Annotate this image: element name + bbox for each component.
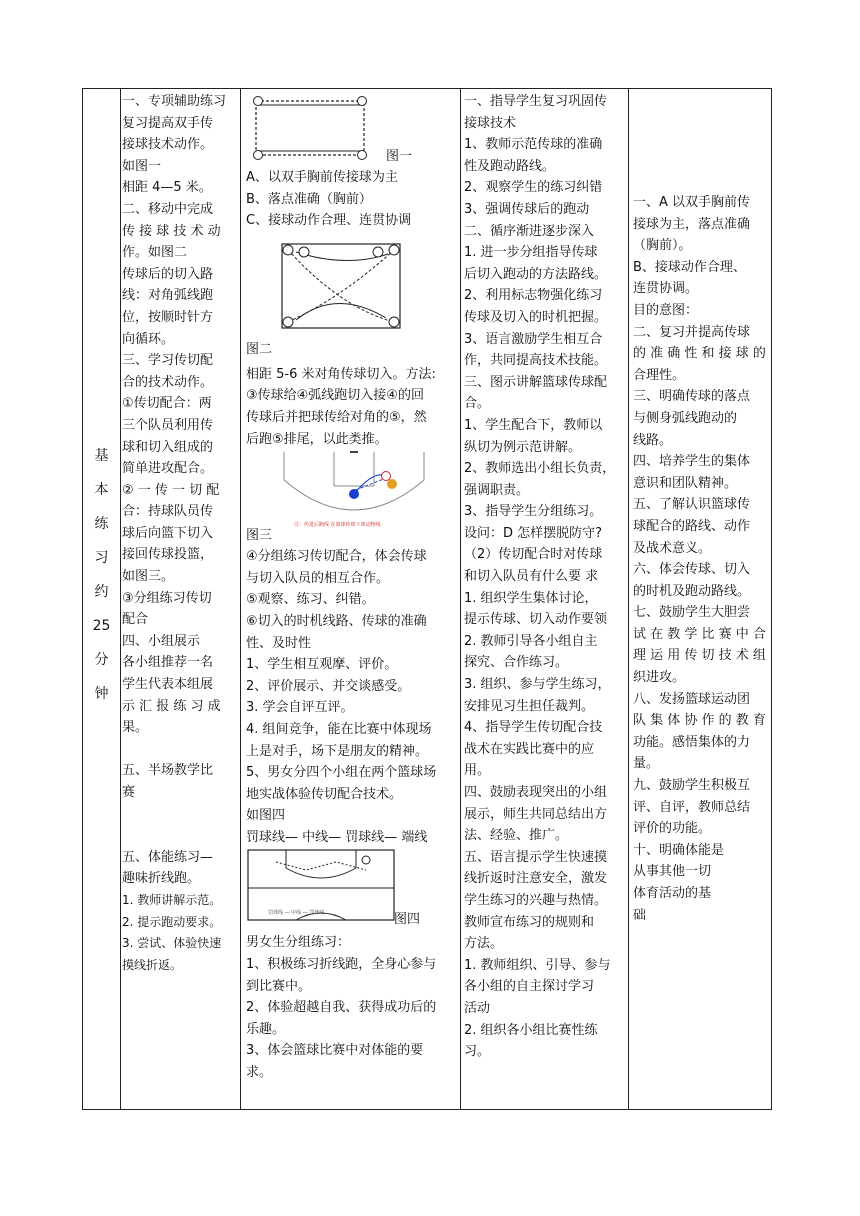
content-line: 简单进攻配合。 bbox=[122, 461, 214, 477]
activity-line: 2、评价展示、并交谈感受。 bbox=[246, 678, 411, 694]
content-line: 作。如图二 bbox=[122, 245, 188, 261]
content-line: 五、半场教学比 bbox=[122, 763, 214, 779]
objective-line: 的时机及跑动路线。 bbox=[633, 583, 751, 599]
guidance-line: 2、教师选出小组长负责， bbox=[464, 461, 616, 477]
objective-line: 八、发扬篮球运动团 bbox=[633, 691, 751, 707]
guidance-line: 四、鼓励表现突出的小组 bbox=[464, 785, 608, 800]
figure-1-block bbox=[246, 91, 460, 167]
activity-line: C、接球动作合理、连贯协调 bbox=[246, 213, 412, 229]
guidance-line: 和切入队员有什么要 求 bbox=[464, 569, 599, 585]
guidance-line: 提示传球、切入动作要领 bbox=[464, 612, 608, 628]
objective-line: 七、鼓励学生大胆尝 bbox=[633, 605, 751, 621]
activity-line: 1、积极练习折线跑，全身心参与 bbox=[246, 957, 437, 973]
objective-line: 一、A 以双手胸前传 bbox=[633, 195, 751, 210]
content-line: 如图三。 bbox=[122, 569, 175, 585]
objective-line: 四、培养学生的集体 bbox=[633, 454, 751, 470]
content-line: 传 接 球 技 术 动 bbox=[122, 223, 221, 239]
content-line: 线：对角弧线跑 bbox=[122, 288, 214, 304]
guidance-line: 安排见习生担任裁判。 bbox=[464, 698, 595, 714]
content-line: 配合 bbox=[122, 612, 149, 628]
objective-line: 及战术意义。 bbox=[633, 540, 712, 556]
guidance-line: 3、语言激励学生相互合 bbox=[464, 331, 603, 347]
guidance-line: 一、指导学生复习巩固传 bbox=[464, 94, 608, 109]
objective-line: 织进攻。 bbox=[633, 670, 686, 686]
content-line: 3. 尝试、体验快速 bbox=[122, 936, 222, 951]
figure-3-block bbox=[246, 450, 460, 546]
guidance-line: （2）传切配合时对传球 bbox=[464, 547, 603, 563]
activity-line: 3、体会篮球比赛中对体能的要 bbox=[246, 1043, 424, 1059]
guidance-line: 2. 教师引导各小组自主 bbox=[464, 633, 598, 649]
activity-line: 4. 组间竞争，能在比赛中体现场 bbox=[246, 721, 432, 737]
activity-line: ⑥切入的时机线路、传球的准确 bbox=[246, 613, 427, 629]
activity-line: 后跑⑤排尾，以此类推。 bbox=[246, 431, 388, 447]
section-label-char: 25 bbox=[92, 618, 111, 634]
guidance-line: 学生练习的兴趣与热情。 bbox=[464, 892, 608, 908]
student-activity-column bbox=[240, 89, 460, 1084]
teaching-content-column bbox=[120, 89, 240, 976]
activity-line: 上是对手，场下是朋友的精神。 bbox=[246, 743, 429, 759]
figure-2-block bbox=[246, 238, 460, 364]
content-line: 赛 bbox=[122, 785, 136, 800]
activity-line: 乐趣。 bbox=[246, 1021, 286, 1037]
passing-square-diagram bbox=[246, 91, 376, 163]
activity-line: 性、及时性 bbox=[246, 635, 312, 651]
activity-line: 如图四 bbox=[246, 808, 286, 824]
guidance-line: 1. 教师组织、引导、参与 bbox=[464, 957, 611, 973]
svg-text:罚球线 — 中线 — 罚球线: 罚球线 — 中线 — 罚球线 bbox=[268, 910, 325, 917]
guidance-line: 三、图示讲解篮球传球配 bbox=[464, 374, 608, 390]
objective-line: （胸前）。 bbox=[633, 238, 692, 254]
guidance-line: 接球技术 bbox=[464, 115, 517, 131]
activity-line: 罚球线— 中线— 罚球线— 端线 bbox=[246, 829, 428, 845]
objective-line: 体育活动的基 bbox=[633, 886, 712, 901]
content-line: 三、学习传切配 bbox=[122, 353, 214, 369]
objective-line: 三、明确传球的落点 bbox=[633, 389, 751, 405]
lesson-table bbox=[82, 88, 772, 1110]
content-line: 摸线折返。 bbox=[122, 957, 183, 972]
activity-line: ③传球给④弧线跑切入接④的回 bbox=[246, 388, 424, 404]
objective-line: 九、鼓励学生积极互 bbox=[633, 778, 751, 794]
activity-line: 2、体验超越自我、获得成功后的 bbox=[246, 1000, 437, 1016]
content-line: 学生代表本组展 bbox=[122, 677, 214, 693]
objective-line: 从事其他一切 bbox=[633, 864, 712, 880]
give-and-go-diagram bbox=[274, 450, 434, 530]
activity-line: 求。 bbox=[246, 1065, 273, 1081]
objective-line: 意识和团队精神。 bbox=[633, 475, 738, 491]
section-label-char: 钟 bbox=[94, 686, 109, 702]
content-line: 合：持球队员传 bbox=[122, 504, 214, 520]
guidance-line: 法、经验、推广。 bbox=[464, 828, 569, 844]
content-line: 2. 提示跑动要求。 bbox=[122, 914, 222, 929]
guidance-line: 合。 bbox=[464, 396, 491, 412]
objective-line: 量。 bbox=[633, 756, 660, 772]
content-line: 1. 教师讲解示范。 bbox=[122, 892, 222, 907]
content-line: 二、移动中完成 bbox=[122, 201, 214, 217]
teacher-guidance-column bbox=[460, 89, 628, 1063]
section-label-char: 本 bbox=[94, 482, 109, 498]
guidance-line: 4、指导学生传切配合技 bbox=[464, 720, 603, 736]
guidance-line: 1、学生配合下，教师以 bbox=[464, 417, 603, 433]
guidance-line: 五、语言提示学生快速摸 bbox=[464, 849, 608, 865]
content-line bbox=[122, 825, 240, 847]
objective-line: 评价的功能。 bbox=[633, 821, 712, 837]
guidance-line: 设问：D 怎样摆脱防守? bbox=[464, 525, 603, 541]
content-line: ③分组练习传切 bbox=[122, 590, 212, 606]
section-label-char: 基 bbox=[94, 448, 109, 464]
objective-line: 的 准 确 性 和 接 球 的 bbox=[633, 346, 766, 362]
guidance-line: 3、强调传球后的跑动 bbox=[464, 201, 590, 217]
objective-line: 目的意图： bbox=[633, 302, 699, 318]
objective-line: B、接球动作合理、 bbox=[633, 259, 746, 275]
guidance-line: 习。 bbox=[464, 1044, 491, 1060]
objective-line: 线路。 bbox=[633, 432, 673, 448]
content-line: 一、专项辅助练习 bbox=[122, 94, 227, 109]
content-line: 相距 4—5 米。 bbox=[122, 180, 212, 196]
section-label-char: 习 bbox=[94, 550, 109, 566]
objective-line: 功能。感悟集体的力 bbox=[633, 734, 751, 750]
shuttle-run-court-diagram bbox=[246, 848, 396, 926]
objective-line: 六、体会传球、切入 bbox=[633, 562, 751, 578]
guidance-line: 3. 组织、参与学生练习， bbox=[464, 677, 611, 693]
activity-line: 3. 学会自评互评。 bbox=[246, 700, 354, 716]
figure-3-caption: 图三 bbox=[246, 528, 273, 544]
content-line: 复习提高双手传 bbox=[122, 115, 214, 131]
guidance-line: 3、指导学生分组练习。 bbox=[464, 504, 603, 520]
content-line: 如图一 bbox=[122, 158, 162, 174]
activity-line: 5、男女分四个小组在两个篮球场 bbox=[246, 765, 437, 781]
guidance-line: 方法。 bbox=[464, 936, 504, 952]
diagonal-passing-diagram bbox=[276, 238, 406, 334]
activity-line: 1、学生相互观摩、评价。 bbox=[246, 657, 398, 673]
objective-line: 理 运 用 传 切 技 术 组 bbox=[633, 648, 766, 664]
objective-line: 五、了解认识篮球传 bbox=[633, 497, 751, 513]
content-line: 三个队员利用传 bbox=[122, 417, 214, 433]
content-line: 合的技术动作。 bbox=[122, 374, 214, 390]
objective-line: 队 集 体 协 作 的 教 育 bbox=[633, 713, 766, 729]
guidance-line: 战术在实践比赛中的应 bbox=[464, 741, 595, 757]
guidance-line: 纵切为例示范讲解。 bbox=[464, 439, 582, 455]
section-label bbox=[83, 439, 120, 711]
guidance-line: 展示，师生共同总结出方 bbox=[464, 806, 608, 822]
guidance-line: 1. 进一步分组指导传球 bbox=[464, 245, 598, 261]
content-line: 位，按顺时针方 bbox=[122, 309, 214, 325]
activity-line: 传球后并把球传给对角的⑤，然 bbox=[246, 409, 427, 425]
guidance-line: 活动 bbox=[464, 1000, 491, 1016]
content-line: 接球技术动作。 bbox=[122, 137, 214, 153]
objective-line: 评、自评，教师总结 bbox=[633, 799, 751, 815]
objective-line: 二、复习并提高传球 bbox=[633, 324, 751, 340]
guidance-line: 性及跑动路线。 bbox=[464, 158, 556, 174]
objectives-column bbox=[628, 192, 771, 926]
activity-line: B、落点准确（胸前） bbox=[246, 191, 372, 207]
activity-line: 地实战体验传切配合技术。 bbox=[246, 786, 403, 802]
content-line: 示 汇 报 练 习 成 bbox=[122, 698, 221, 714]
content-line bbox=[122, 804, 240, 826]
guidance-line: 2. 组织各小组比赛性练 bbox=[464, 1022, 598, 1038]
activity-line: 与切入队员的相互合作。 bbox=[246, 570, 390, 586]
objective-line: 球配合的路线、动作 bbox=[633, 518, 751, 534]
content-line: 球后向篮下切入 bbox=[122, 525, 214, 541]
guidance-line: 后切入跑动的方法路线。 bbox=[464, 266, 608, 282]
content-line: 各小组推荐一名 bbox=[122, 655, 214, 671]
figure-4-caption: 图四 bbox=[394, 912, 421, 928]
objective-line: 连贯协调。 bbox=[633, 281, 699, 297]
guidance-line: 作，共同提高技术技能。 bbox=[464, 353, 608, 369]
guidance-line: 传球及切入的时机把握。 bbox=[464, 309, 608, 325]
objective-line: 合理性。 bbox=[633, 367, 686, 383]
content-line: 果。 bbox=[122, 720, 149, 736]
guidance-line: 2、观察学生的练习纠错 bbox=[464, 180, 603, 196]
guidance-line: 用。 bbox=[464, 763, 491, 779]
guidance-line: 1. 组织学生集体讨论， bbox=[464, 590, 598, 606]
section-label-char: 分 bbox=[94, 652, 109, 668]
activity-line: ⑤观察、练习、纠错。 bbox=[246, 592, 375, 608]
section-label-char: 约 bbox=[94, 584, 109, 600]
guidance-line: 各小组的自主探讨学习 bbox=[464, 979, 595, 995]
guidance-line: 线折返时注意安全，激发 bbox=[464, 871, 608, 887]
content-line: 趣味折线跑。 bbox=[122, 871, 201, 887]
content-line: 五、体能练习— bbox=[122, 849, 214, 865]
guidance-line: 二、循序渐进逐步深入 bbox=[464, 223, 595, 239]
content-line: 向循环。 bbox=[122, 331, 175, 347]
activity-line: 相距 5-6 米对角传球切入。方法: bbox=[246, 366, 436, 382]
activity-line: 男女生分组练习： bbox=[246, 935, 351, 951]
activity-line: 到比赛中。 bbox=[246, 978, 312, 994]
objective-line: 十、明确体能是 bbox=[633, 842, 725, 858]
guidance-line: 强调职责。 bbox=[464, 482, 530, 498]
guidance-line: 探究、合作练习。 bbox=[464, 655, 569, 671]
content-line: 接回传球投篮， bbox=[122, 547, 214, 563]
guidance-line: 1、教师示范传球的准确 bbox=[464, 137, 603, 153]
section-label-char: 练 bbox=[94, 516, 109, 532]
content-line: ①传切配合：两 bbox=[122, 396, 212, 412]
content-line: 四、小组展示 bbox=[122, 633, 201, 649]
content-line bbox=[122, 739, 240, 761]
guidance-line: 2、利用标志物强化练习 bbox=[464, 288, 603, 304]
figure-1-caption: 图一 bbox=[386, 149, 413, 164]
content-line: ② 一 传 一 切 配 bbox=[122, 482, 220, 498]
activity-line: A、以双手胸前传接球为主 bbox=[246, 170, 398, 185]
objective-line: 础 bbox=[633, 907, 647, 923]
svg-text:注：传进后跑线 在篮球传球下球动物线: 注：传进后跑线 在篮球传球下球动物线 bbox=[294, 522, 381, 529]
content-line: 球和切入组成的 bbox=[122, 439, 214, 455]
activity-line: ④分组练习传切配合，体会传球 bbox=[246, 549, 427, 565]
objective-line: 接球为主，落点准确 bbox=[633, 216, 751, 232]
objective-line: 与侧身弧线跑动的 bbox=[633, 410, 738, 426]
guidance-line: 教师宣布练习的规则和 bbox=[464, 914, 595, 930]
figure-2-caption: 图二 bbox=[246, 341, 273, 357]
objective-line: 试 在 教 学 比 赛 中 合 bbox=[633, 626, 766, 642]
figure-4-block bbox=[246, 848, 460, 932]
content-line: 传球后的切入路 bbox=[122, 266, 214, 282]
